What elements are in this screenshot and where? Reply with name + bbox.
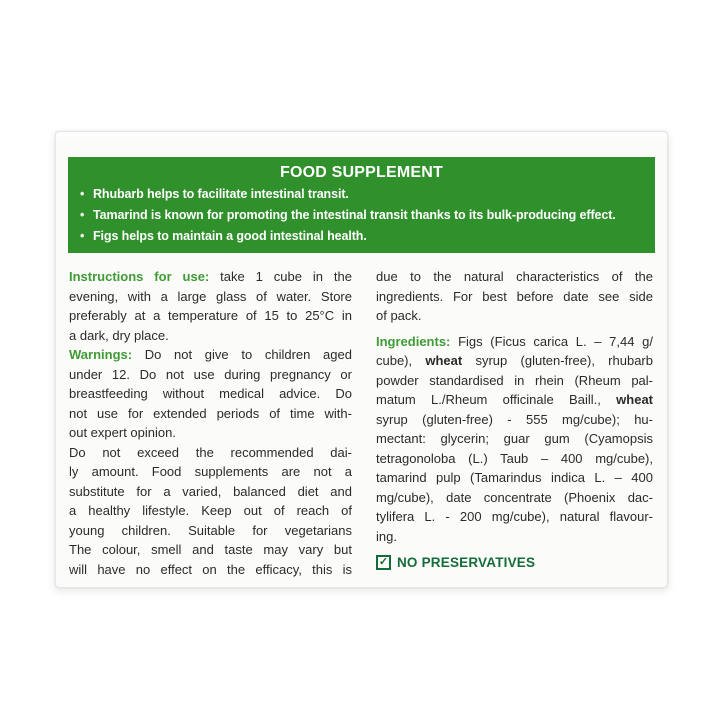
column-left [69,267,352,579]
text-line: Warnings: Do not give to children aged [69,347,352,362]
text-line: breastfeeding without medical advice. Do [69,386,352,401]
text-line: under 12. Do not use during pregnancy or [69,366,352,382]
text-line: a healthy lifestyle. Keep out of reach of [69,503,352,518]
paragraph [69,267,352,345]
text-line: Ingredients: Figs (Ficus carica L. – 7,44 g/ [375,333,653,349]
banner-bullet-item [78,184,645,205]
text-line: young children. Suitable for vegetarians [69,522,352,538]
text-line: of pack. [375,308,422,323]
text-line: will have no effect on the efficacy, this is [69,561,352,577]
text-line: tylifera L. - 200 mg/cube), natural flavour- [375,509,653,524]
text-line: Instructions for use: take 1 cube in the [69,269,352,284]
paragraph [376,332,653,547]
text-line: evening, with a large glass of water. Store [69,288,352,304]
text-line: powder standardised in rhein (Rheum pal- [375,372,653,388]
text-line: ly amount. Food supplements are not a [69,464,352,479]
package-back-panel [55,131,668,588]
text-line: due to the natural characteristics of the [375,269,653,284]
no-preservatives-label: NO PRESERVATIVES [396,555,536,570]
text-line: out expert opinion. [69,425,176,440]
bullet-icon: • [80,208,85,222]
column-right-paragraphs [376,267,653,546]
food-supplement-banner [68,157,655,253]
text-line: syrup (gluten-free) - 555 mg/cube); hu- [375,411,653,427]
column-right [376,267,653,579]
text-line: mectant: glycerin; guar gum (Cyamopsis [375,431,653,446]
text-line: not use for extended periods of time with- [69,405,352,421]
text-line: cube), wheat syrup (gluten-free), rhubarb [375,353,653,368]
bullet-icon: • [80,229,85,243]
banner-title: FOOD SUPPLEMENT [279,164,443,181]
text-line: mg/cube), date concentrate (Phoenix dac- [375,489,653,505]
banner-bullet-text: Tamarind is known for promoting the intestinal transit thanks to its bulk-producing effect. [93,208,616,222]
paragraph [376,267,653,326]
banner-bullet-item [78,205,645,226]
paragraph [69,443,352,580]
no-preservatives-row [376,553,653,573]
text-line: matum L./Rheum officinale Baill., wheat [375,392,653,407]
text-line: a dark, dry place. [69,327,169,343]
text-line: ingredients. For best before date see side [375,288,653,304]
banner-bullet-item [78,226,645,247]
banner-bullet-list [78,184,645,247]
text-line: preferably at a temperature of 15 to 25°C in [69,308,352,323]
checked-checkbox-icon: ✓ [376,555,391,570]
paragraph [69,345,352,443]
text-line: substitute for a varied, balanced diet and [69,483,352,499]
banner-bullet-text: Figs helps to maintain a good intestinal health. [93,229,367,243]
text-line: Do not exceed the recommended dai- [69,444,352,460]
text-line: tetragonoloba (L.) Taub – 400 mg/cube), [375,450,653,466]
label-text-columns [69,267,653,579]
text-line: The colour, smell and taste may vary but [69,542,352,557]
text-line: ing. [375,528,397,544]
banner-bullet-text: Rhubarb helps to facilitate intestinal transit. [93,187,349,201]
bullet-icon: • [80,187,85,201]
text-line: tamarind pulp (Tamarindus indica L. – 400 [375,470,653,485]
